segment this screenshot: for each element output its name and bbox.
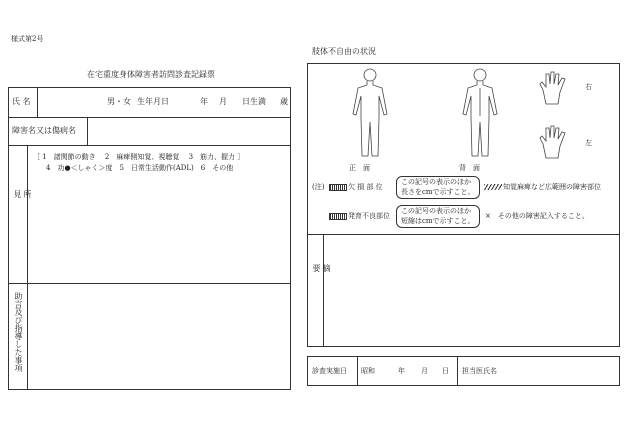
findings-options-line1: ［ 1 諸関節の動き 2 麻痺側知覚、視聴覚 3 筋力、握力 ］ — [33, 153, 245, 161]
poor-growth-note-line2: 短縮はcmで示すこと。 — [401, 217, 475, 225]
missing-part-symbol — [329, 184, 347, 191]
sensory-paralysis-label: 知覚麻痺など広範囲の障害部位 — [503, 183, 601, 191]
summary-field[interactable] — [325, 236, 618, 345]
exam-day-unit: 日 — [442, 367, 449, 375]
poor-growth-symbol — [329, 213, 347, 220]
advice-label: 助言及び指導した事項 — [14, 292, 23, 372]
doctor-name-field[interactable] — [505, 358, 618, 384]
body-back-figure[interactable] — [450, 66, 510, 162]
findings-field[interactable] — [29, 175, 289, 281]
exam-year-unit: 年 — [398, 367, 405, 375]
missing-part-label: 欠 損 部 位 — [348, 183, 383, 191]
left-hand-figure[interactable] — [538, 124, 568, 160]
disability-name-field[interactable] — [89, 119, 289, 143]
right-hand-figure[interactable] — [538, 70, 568, 106]
right-section-title: 肢体不自由の状況 — [312, 47, 376, 56]
findings-label: 所見 — [13, 190, 32, 240]
advice-field[interactable] — [29, 286, 289, 388]
doctor-name-label: 担当医氏名 — [462, 367, 497, 375]
birth-day-age-label: 日生満 — [242, 97, 266, 106]
birth-date-label: 生年月日 — [137, 97, 169, 106]
missing-part-note-line2: 長さをcmで示すこと。 — [401, 188, 475, 196]
poor-growth-label: 発育不良部位 — [348, 212, 390, 220]
name-field[interactable] — [39, 90, 105, 114]
exam-month-unit: 月 — [421, 367, 428, 375]
note-label: (注) — [312, 183, 325, 191]
sex-choice[interactable]: 男・女 — [107, 97, 131, 106]
front-view-label: 正 面 — [349, 164, 370, 172]
back-view-label: 背 面 — [459, 164, 480, 172]
other-disability-note: × その他の障害記入すること。 — [485, 212, 589, 220]
name-label: 氏 名 — [12, 97, 31, 106]
right-hand-label: 右 — [585, 83, 592, 91]
form-number: 様式第2号 — [11, 35, 44, 43]
poor-growth-note-line1: この記号の表示のほか — [401, 207, 471, 215]
left-hand-label: 左 — [585, 139, 592, 147]
birth-year-unit: 年 — [200, 97, 208, 106]
age-unit: 歳 — [280, 97, 288, 106]
sensory-paralysis-symbol — [484, 184, 502, 190]
findings-options-line2: 4 功●＜しゃく＞度 5 日常生活動作(ADL) 6 その他 — [46, 164, 234, 172]
summary-label: 摘要 — [312, 264, 331, 326]
exam-date-label: 診査実施日 — [312, 367, 347, 375]
exam-date-field[interactable] — [359, 358, 455, 384]
body-front-figure[interactable] — [340, 66, 400, 162]
disability-name-label: 障害名又は傷病名 — [12, 126, 76, 135]
exam-era: 昭和 — [361, 367, 375, 375]
missing-part-note-line1: この記号の表示のほか — [401, 178, 471, 186]
form-title: 在宅重度身体障害者訪問診査記録票 — [87, 70, 215, 79]
birth-month-unit: 月 — [219, 97, 227, 106]
